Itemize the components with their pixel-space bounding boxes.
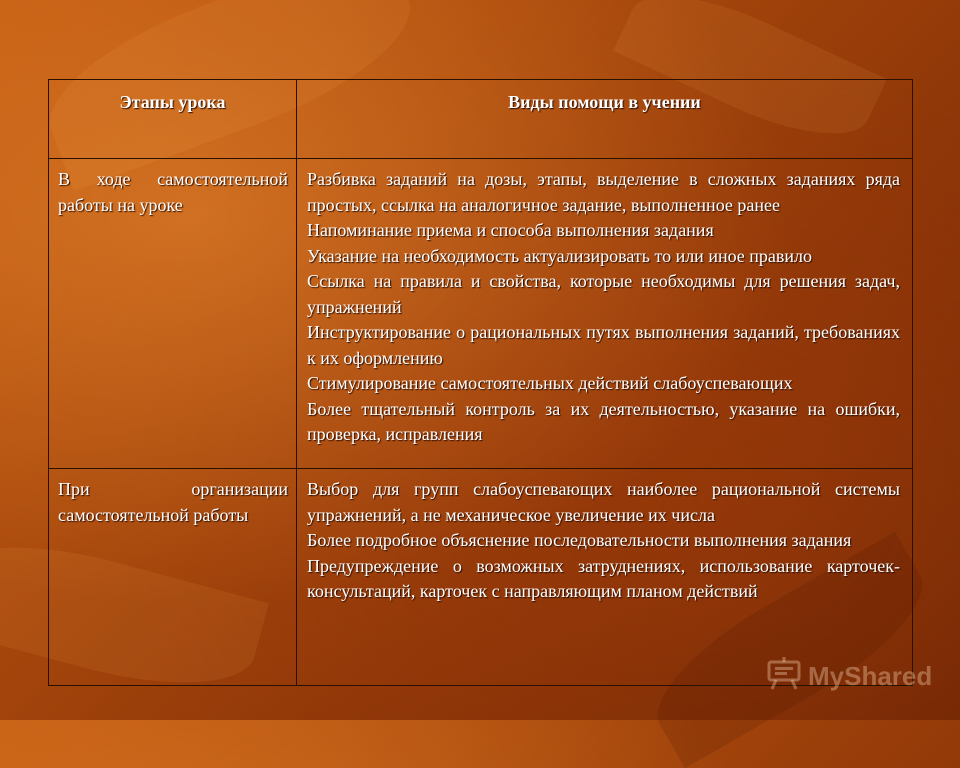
header-stages: Этапы урока: [49, 80, 297, 159]
help-cell: [297, 469, 913, 686]
header-help-types: Виды помощи в учении: [297, 80, 913, 159]
watermark: [766, 656, 932, 697]
help-item: Выбор для групп слабоуспевающих наиболее рациональной системы упражнений, а не механическое увеличение их числа: [307, 479, 900, 525]
table-row: [49, 159, 913, 469]
watermark-text: MyShared: [808, 661, 933, 691]
presentation-board-icon: [766, 656, 802, 697]
help-item: Инструктирование о рациональных путях выполнения заданий, требованиях к их оформлению: [307, 322, 900, 368]
help-item: Предупреждение о возможных затруднениях, использование карточек-консультаций, карточек с направляющим планом действий: [307, 555, 900, 601]
table-row: [49, 469, 913, 686]
help-item: Ссылка на правила и свойства, которые необходимы для решения задач, упражнений: [307, 271, 900, 317]
help-item: Более подробное объяснение последовательности выполнения задания: [307, 530, 852, 550]
stage-cell: В ходе самостоятельной работы на уроке: [49, 159, 297, 469]
help-cell: [297, 159, 913, 469]
help-item: Разбивка заданий на дозы, этапы, выделение в сложных заданиях ряда простых, ссылка на аналогичное задание, выполненное ранее: [307, 169, 900, 215]
help-types-table: [48, 79, 913, 686]
table-header-row: [49, 80, 913, 159]
help-item: Стимулирование самостоятельных действий слабоуспевающих: [307, 373, 793, 393]
stage-cell: При организации самостоятельной работы: [49, 469, 297, 686]
help-item: Напоминание приема и способа выполнения задания: [307, 220, 714, 240]
help-item: Более тщательный контроль за их деятельностью, указание на ошибки, проверка, исправления: [307, 398, 900, 444]
help-item: Указание на необходимость актуализировать то или иное правило: [307, 245, 813, 266]
